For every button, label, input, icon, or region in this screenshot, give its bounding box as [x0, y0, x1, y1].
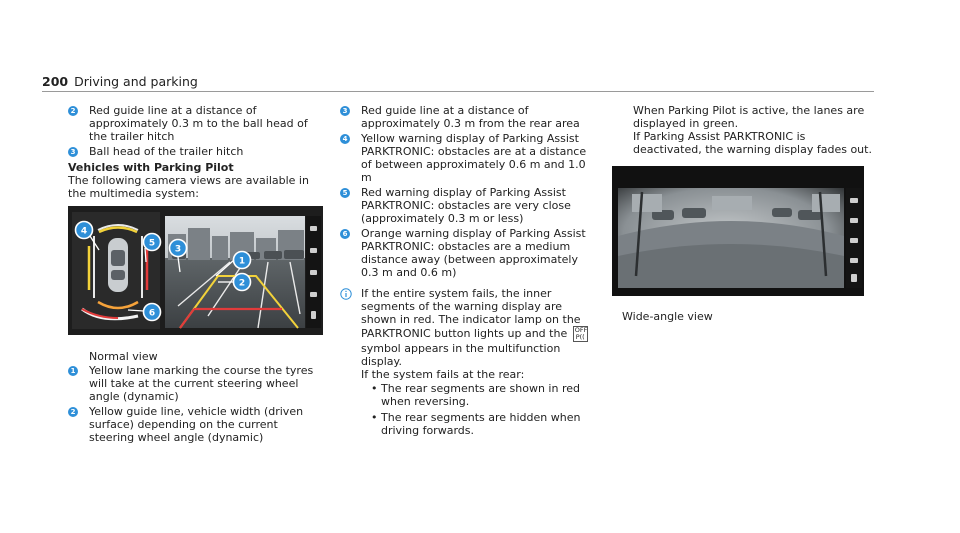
legend-item-1: 1 Yellow lane marking the course the tyres will take at the current steering wheel angle (dynamic) [68, 364, 326, 403]
legend-item-3-trailer: 3 Ball head of the trailer hitch [68, 145, 326, 158]
callout-6-label: 6 [148, 308, 156, 319]
legend-item-2: 2 Yellow guide line, vehicle width (driven surface) depending on the current steering wheel angle (dynamic) [68, 405, 326, 444]
callout-4-label: 4 [80, 226, 88, 237]
info-note: If the entire system fails, the inner segments of the warning display are shown in red. The indicator lamp on the PARKTRONIC button lights up and the OFF P(( symbol appears in the multifunction display. If the system fails at the rear: • The rear segments are shown in red when reversing. • The rear segments are hidden when driving forwards. [340, 287, 598, 437]
legend-list-1 [68, 364, 326, 446]
parktronic-off-symbol: OFF P(( [574, 326, 588, 341]
page-number: 200 [42, 74, 69, 89]
intro-paragraph: The following camera views are available in the multimedia system: [68, 174, 309, 200]
bullet-item: • The rear segments are hidden when driving forwards. [371, 411, 598, 437]
callout-badge: 4 [340, 134, 350, 144]
legend-item-5: 5 Red warning display of Parking Assist PARKTRONIC: obstacles are very close (approximately 0.3 m or less) [340, 186, 598, 225]
section-subheading: Vehicles with Parking Pilot [68, 161, 234, 174]
legend-item-3: 3 Red guide line at a distance of approximately 0.3 m from the rear area [340, 104, 598, 130]
paragraph-deactivated: If Parking Assist PARKTRONIC is deactivated, the warning display fades out. [633, 130, 872, 156]
callout-badge: 3 [68, 147, 78, 157]
info-icon [340, 288, 352, 300]
wide-angle-illustration [612, 166, 864, 296]
callout-badge: 2 [68, 106, 78, 116]
callout-5-label: 5 [148, 238, 156, 249]
normal-view-illustration [68, 206, 323, 335]
legend-item-4: 4 Yellow warning display of Parking Assist PARKTRONIC: obstacles are at a distance of between approximately 0.6 m and 1.0 m [340, 132, 598, 184]
wide-angle-view-figure [612, 166, 864, 296]
callout-2-label: 2 [238, 278, 246, 289]
page-header [42, 74, 198, 89]
normal-view-caption: Normal view [89, 350, 158, 363]
header-divider [42, 91, 874, 92]
callout-badge: 5 [340, 188, 350, 198]
column-2 [340, 104, 598, 437]
bullet-item: • The rear segments are shown in red when reversing. [371, 382, 598, 408]
callout-badge: 3 [340, 106, 350, 116]
column-3 [612, 104, 874, 156]
callout-badge: 2 [68, 407, 78, 417]
callout-3-label: 3 [174, 244, 182, 255]
callout-1-label: 1 [238, 256, 246, 267]
normal-view-figure [68, 206, 323, 335]
callout-badge: 6 [340, 229, 350, 239]
column-1 [68, 104, 326, 200]
info-system-fails-rear: If the system fails at the rear: [361, 368, 525, 381]
legend-item-2-trailer: 2 Red guide line at a distance of approximately 0.3 m to the ball head of the trailer hitch [68, 104, 326, 143]
wide-angle-caption: Wide-angle view [622, 310, 713, 323]
legend-item-6: 6 Orange warning display of Parking Assist PARKTRONIC: obstacles are a medium distance away (between approximately 0.3 m and 0.6 m) [340, 227, 598, 279]
paragraph-green-lanes: When Parking Pilot is active, the lanes are displayed in green. [633, 104, 865, 130]
chapter-title: Driving and parking [74, 74, 198, 89]
callout-badge: 1 [68, 366, 78, 376]
